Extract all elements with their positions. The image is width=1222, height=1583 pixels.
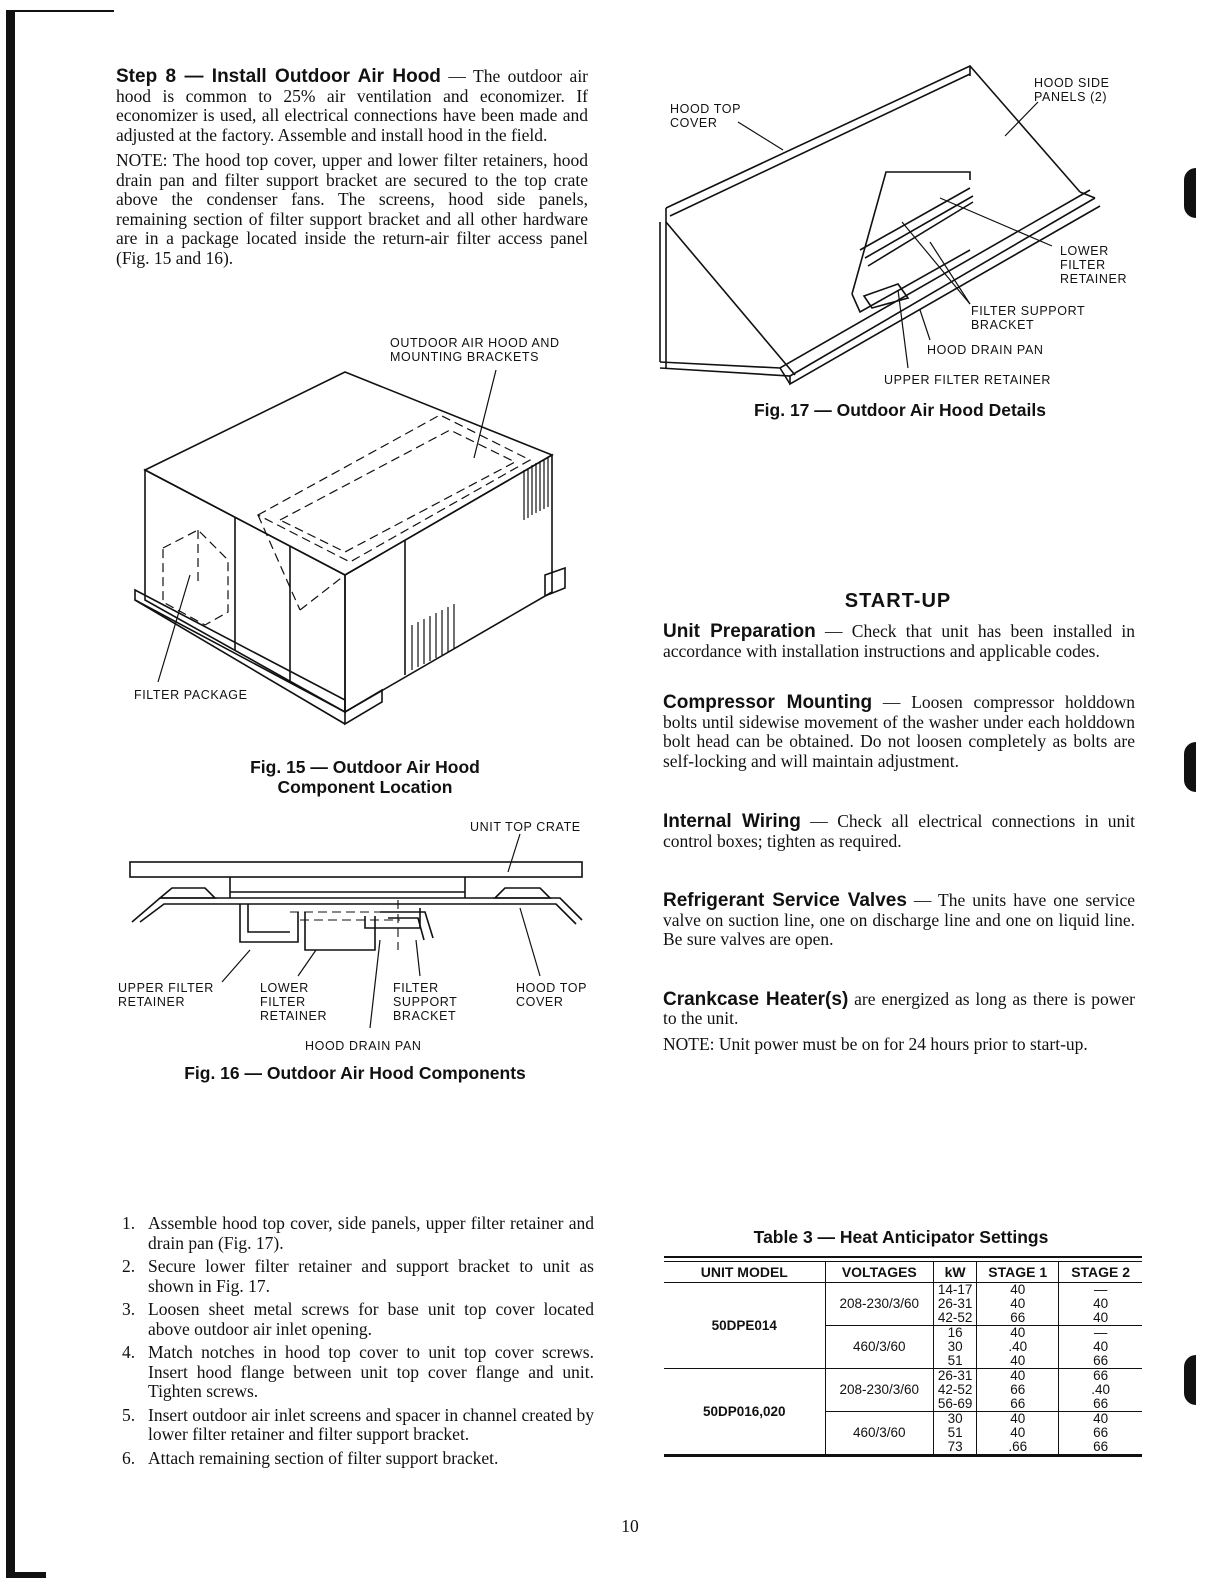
list-item: 1. Assemble hood top cover, side panels, upper filter retainer and drain pan (Fig. 17). — [122, 1213, 594, 1253]
fig16-label-topcover: HOOD TOP COVER — [516, 981, 588, 1009]
fig17-label-support: FILTER SUPPORT BRACKET — [971, 304, 1086, 332]
startup-title: START-UP — [844, 590, 952, 612]
fig15-drawing — [0, 0, 620, 800]
binder-hole-mark — [1184, 168, 1196, 218]
fig16-label-drain: HOOD DRAIN PAN — [305, 1039, 422, 1053]
table-row: 460/3/60 16 30 51 40 .40 40 — 40 66 — [664, 1326, 1142, 1369]
step8-intro: — The outdoor air hood is common to 25% air ventilation and economizer. If economizer is used, all electrical connections have been made and adjusted at the factory. Assemble and install hood in the field. — [116, 66, 589, 145]
fig16-caption: Fig. 16 — Outdoor Air Hood Components — [184, 1063, 526, 1083]
step8-heading: Step 8 — Install Outdoor Air Hood — [116, 66, 441, 87]
fig17-caption: Fig. 17 — Outdoor Air Hood Details — [753, 400, 1046, 420]
list-item: 5. Insert outdoor air inlet screens and spacer in channel created by lower filter retainer and filter support bracket. — [122, 1404, 594, 1444]
table-row: 460/3/60 30 51 73 40 40 .66 40 66 66 — [664, 1412, 1142, 1455]
bottom-corner-mark — [6, 1572, 46, 1578]
table-header-row: UNIT MODEL VOLTAGES kW STAGE 1 STAGE 2 — [664, 1262, 1142, 1283]
unit-preparation: Unit Preparation — Check that unit has been installed in accordance with installation instructions and applicable codes. — [663, 621, 1135, 661]
list-item: 4. Match notches in hood top cover to unit top cover screws. Insert hood flange between unit top cover flange and unit. Tighten screws. — [122, 1342, 594, 1401]
fig16 — [0, 800, 620, 1100]
page-number: 10 — [621, 1516, 639, 1536]
startup-section — [663, 622, 1135, 1054]
fig16-label-upper: UPPER FILTER RETAINER — [118, 981, 214, 1009]
fig16-label-crate: UNIT TOP CRATE — [470, 820, 581, 834]
list-item: 2. Secure lower filter retainer and support bracket to unit as shown in Fig. 17. — [122, 1256, 594, 1296]
crankcase-note: NOTE: Unit power must be on for 24 hours prior to start-up. — [663, 1033, 1088, 1054]
table-row: 50DPE014 208-230/3/60 14-17 26-31 42-52 40 40 66 — 40 40 — [664, 1283, 1142, 1326]
fig17-label-topcover: HOOD TOP COVER — [670, 102, 742, 130]
list-item: 6. Attach remaining section of filter support bracket. — [122, 1447, 499, 1468]
step8-note: NOTE: The hood top cover, upper and lower filter retainers, hood drain pan and filter support bracket are secured to the top crate above the condenser fans. The screens, hood side panels, remaining section of filter support bracket and all other hardware are in a package located inside the return-air filter access panel (Fig. 15 and 16). — [116, 150, 588, 268]
binder-hole-mark — [1184, 742, 1196, 792]
heat-anticipator-table — [664, 1261, 1142, 1455]
fig16-label-support: FILTER SUPPORT BRACKET — [393, 981, 458, 1023]
fig17 — [640, 50, 1160, 430]
list-item: 3. Loosen sheet metal screws for base unit top cover located above outdoor air inlet opening. — [122, 1299, 594, 1339]
binder-hole-mark — [1184, 1355, 1196, 1405]
fig15 — [0, 0, 620, 800]
refrigerant-valves: Refrigerant Service Valves — The units have one service valve on suction line, one on discharge line and one on liquid line. Be sure valves are open. — [663, 890, 1135, 949]
install-steps-list — [116, 1214, 594, 1468]
crankcase-heaters: Crankcase Heater(s) are energized as long as there is power to the unit. — [663, 988, 1136, 1028]
table-row: 50DP016,020 208-230/3/60 26-31 42-52 56-69 40 66 66 66 .40 66 — [664, 1369, 1142, 1412]
fig15-label-filter: FILTER PACKAGE — [134, 688, 248, 702]
fig16-drawing — [0, 800, 620, 1100]
table3-title: Table 3 — Heat Anticipator Settings — [753, 1227, 1049, 1247]
internal-wiring: Internal Wiring — Check all electrical connections in unit control boxes; tighten as required. — [663, 811, 1135, 851]
fig17-label-side: HOOD SIDE PANELS (2) — [1034, 76, 1110, 104]
install-steps — [116, 1214, 594, 1472]
fig15-label-hood: OUTDOOR AIR HOOD AND MOUNTING BRACKETS — [390, 336, 560, 364]
fig15-caption: Fig. 15 — Outdoor Air Hood Component Location — [250, 757, 480, 797]
fig17-label-lower: LOWER FILTER RETAINER — [1060, 244, 1128, 286]
table3-wrapper — [664, 1256, 1142, 1457]
compressor-mounting: Compressor Mounting — Loosen compressor holddown bolts until sidewise movement of the washer under each holddown bolt head can be obtained. Do not loosen completely as bolts are self-locking and will maintain adjustment. — [663, 692, 1135, 771]
fig17-label-drain: HOOD DRAIN PAN — [927, 343, 1044, 357]
fig17-label-upper: UPPER FILTER RETAINER — [884, 373, 1052, 387]
fig16-label-lower: LOWER FILTER RETAINER — [260, 981, 328, 1023]
